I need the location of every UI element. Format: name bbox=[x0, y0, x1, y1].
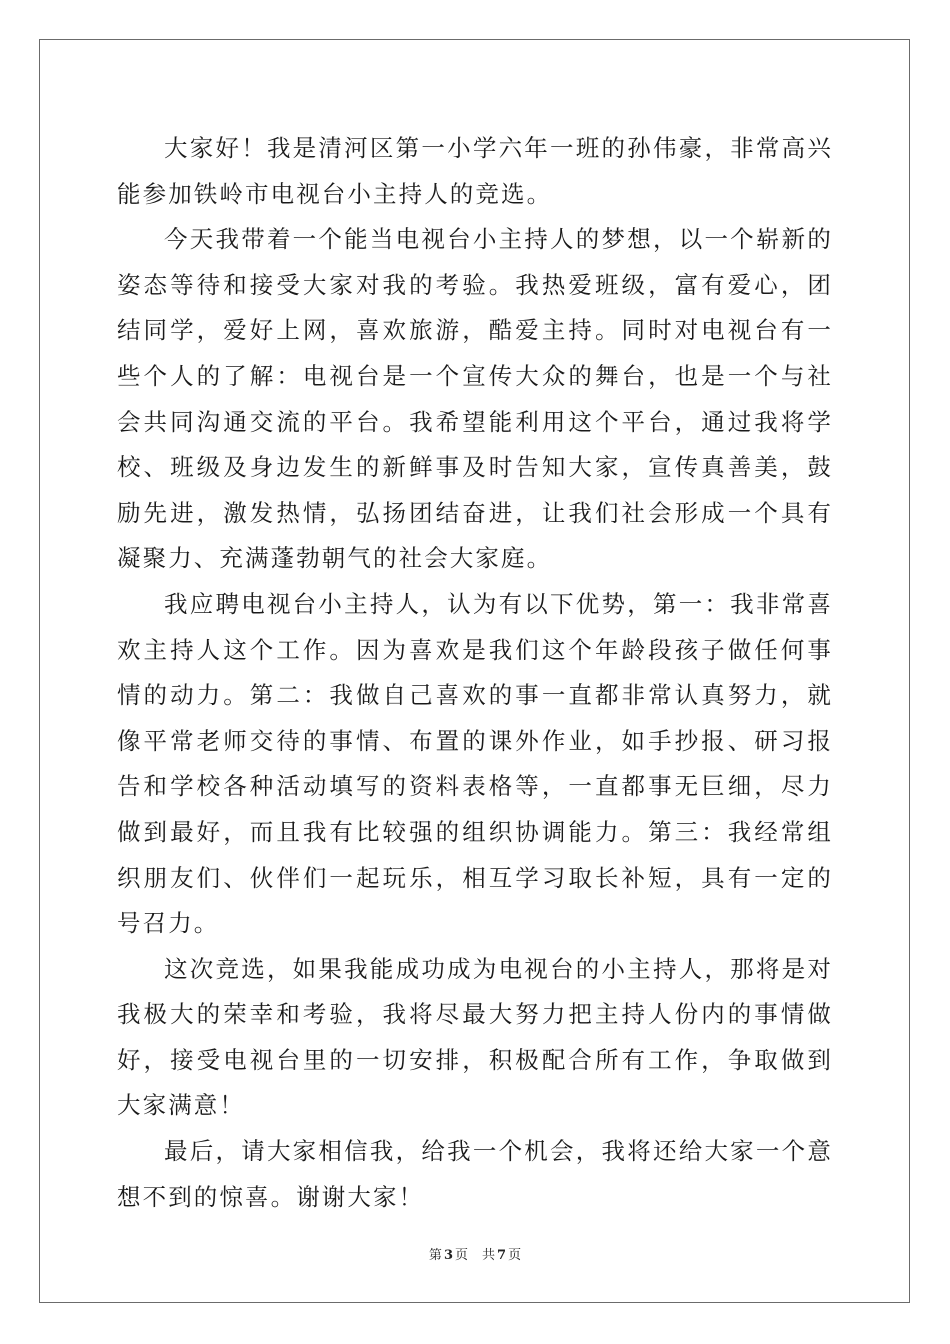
page-suffix: 页 bbox=[454, 1248, 468, 1263]
page-number: 3 bbox=[443, 1248, 453, 1263]
page-footer bbox=[0, 1247, 950, 1265]
total-prefix: 共 bbox=[482, 1248, 496, 1263]
total-suffix: 页 bbox=[508, 1248, 522, 1263]
total-pages: 7 bbox=[497, 1248, 507, 1263]
document-body bbox=[117, 126, 833, 1220]
paragraph-dream: 今天我带着一个能当电视台小主持人的梦想，以一个崭新的姿态等待和接受大家对我的考验。我热爱班级，富有爱心，团结同学，爱好上网，喜欢旅游，酷爱主持。同时对电视台有一些个人的了解：电视台是一个宣传大众的舞台，也是一个与社会共同沟通交流的平台。我希望能利用这个平台，通过我将学校、班级及身边发生的新鲜事及时告知大家，宣传真善美，鼓励先进，激发热情，弘扬团结奋进，让我们社会形成一个具有凝聚力、充满蓬勃朝气的社会大家庭。 bbox=[117, 225, 833, 573]
page-prefix: 第 bbox=[428, 1248, 442, 1263]
paragraph-closing: 最后，请大家相信我，给我一个机会，我将还给大家一个意想不到的惊喜。谢谢大家！ bbox=[117, 1137, 833, 1211]
paragraph-advantages: 我应聘电视台小主持人，认为有以下优势，第一：我非常喜欢主持人这个工作。因为喜欢是我们这个年龄段孩子做任何事情的动力。第二：我做自己喜欢的事一直都非常认真努力，就像平常老师交待的事情、布置的课外作业，如手抄报、研习报告和学校各种活动填写的资料表格等，一直都事无巨细，尽力做到最好，而且我有比较强的组织协调能力。第三：我经常组织朋友们、伙伴们一起玩乐，相互学习取长补短，具有一定的号召力。 bbox=[117, 589, 833, 938]
paragraph-greeting: 大家好！我是清河区第一小学六年一班的孙伟豪，非常高兴能参加铁岭市电视台小主持人的竞选。 bbox=[117, 134, 833, 208]
paragraph-commitment: 这次竞选，如果我能成功成为电视台的小主持人，那将是对我极大的荣幸和考验，我将尽最大努力把主持人份内的事情做好，接受电视台里的一切安排，积极配合所有工作，争取做到大家满意！ bbox=[117, 954, 833, 1120]
